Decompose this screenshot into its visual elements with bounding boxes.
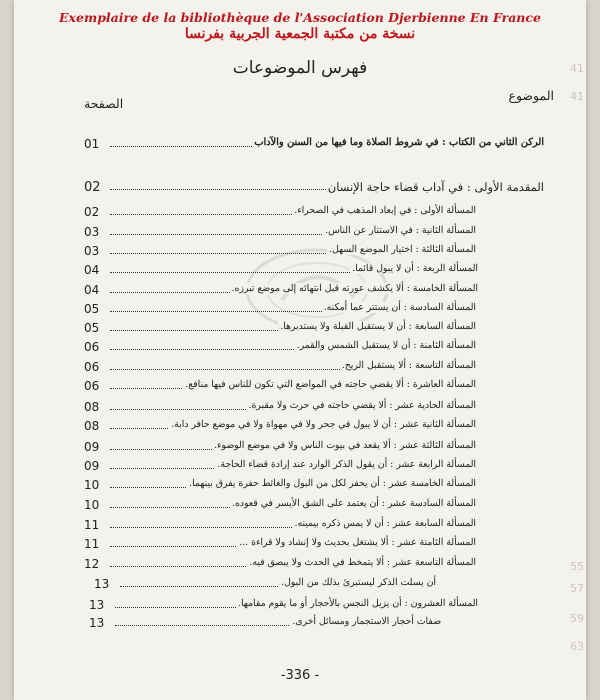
toc-entry-text: المسألة الخامسة عشر : أن يحفر لكل من البول والغائط حفرة يفرق بينهما. bbox=[189, 478, 476, 489]
toc-page-number: 13 bbox=[94, 577, 110, 591]
toc-page-number: 05 bbox=[84, 302, 100, 316]
toc-entry-text: المسألة السابعة : أن لا يستقبل القبلة ولا يستدبرها. bbox=[280, 321, 476, 332]
document-page bbox=[14, 0, 586, 700]
toc-entry bbox=[84, 321, 476, 337]
toc-page-number: 09 bbox=[84, 440, 100, 454]
toc-entry bbox=[84, 440, 476, 456]
toc-page-number: 04 bbox=[84, 263, 100, 277]
toc-page-number: 08 bbox=[84, 419, 100, 433]
toc-page-number: 08 bbox=[84, 400, 100, 414]
toc-entry bbox=[89, 616, 441, 632]
column-header-page: الصفحة bbox=[84, 96, 124, 111]
toc-entry bbox=[84, 419, 476, 435]
toc-intro-entry bbox=[84, 180, 544, 196]
toc-entry-text: صفات أحجار الاستجمار ومسائل أخرى. bbox=[292, 616, 441, 627]
bleed-through-number: 57 bbox=[570, 582, 584, 595]
page-number: -336 - bbox=[280, 668, 320, 683]
bleed-through-number: 59 bbox=[570, 612, 584, 625]
toc-page-number: 11 bbox=[84, 537, 100, 551]
toc-entry bbox=[84, 205, 476, 221]
toc-page-number: 06 bbox=[84, 360, 100, 374]
toc-entry-text: المسألة الثامنة : أن لا يستقبل الشمس والقمر. bbox=[296, 340, 476, 351]
bleed-through-number: 55 bbox=[570, 560, 584, 573]
toc-entry bbox=[84, 244, 476, 260]
toc-entry-text: المسألة الثانية عشر : أن لا يبول في جحر ولا في مهواة ولا في موضع حافر دابة. bbox=[171, 419, 476, 430]
page-title: فهرس الموضوعات bbox=[232, 58, 368, 78]
toc-page-number: 10 bbox=[84, 478, 100, 492]
toc-entry bbox=[84, 498, 476, 514]
toc-entry-text: المسألة السادسة : أن يستتر عما أمكنه. bbox=[323, 302, 476, 313]
bleed-through-number: 41 bbox=[570, 90, 584, 103]
toc-page-number: 09 bbox=[84, 459, 100, 473]
toc-entry-text: المسألة الثالثة عشر : ألا يقعد في بيوت الناس ولا في موضع الوضوء. bbox=[214, 440, 476, 451]
toc-page-number: 10 bbox=[84, 498, 100, 512]
toc-page-number: 11 bbox=[84, 518, 100, 532]
toc-entry-text: المسألة الثالثة : اختيار الموضع السهل. bbox=[328, 244, 476, 255]
toc-entry-text: المسألة الخامسة : ألا يكشف عورته قبل انتهائه إلى موضع تبرزه. bbox=[231, 283, 478, 294]
column-header-subject: الموضوع bbox=[508, 88, 554, 103]
toc-entry bbox=[84, 225, 476, 241]
toc-page-number: 01 bbox=[84, 137, 100, 151]
toc-page-number: 06 bbox=[84, 340, 100, 354]
toc-entry-text: المسألة السابعة عشر : أن لا يمس ذكره بيمينه. bbox=[294, 518, 476, 529]
toc-entry-text: المسألة السادسة عشر : أن يعتمد على الشق الأيسر في قعوده. bbox=[231, 498, 476, 509]
toc-page-number: 13 bbox=[89, 598, 105, 612]
toc-page-number: 03 bbox=[84, 225, 100, 239]
toc-entry-text: المسألة العشرون : أن يزيل النجس بالأحجار أو ما يقوم مقامها. bbox=[238, 598, 478, 609]
toc-entry-text: المسألة الثانية : في الاستتار عن الناس. bbox=[325, 225, 476, 236]
toc-entry-text: المسألة الثامنة عشر : ألا يشتغل بحديث ولا إنشاد ولا قراءة ... bbox=[239, 537, 476, 548]
toc-entry-text: المقدمة الأولى : في آداب قضاء حاجة الإنسان bbox=[327, 180, 544, 194]
toc-entry-text: أن يسلت الذكر ليستبرئ بذلك من البول. bbox=[281, 577, 436, 588]
toc-page-number: 06 bbox=[84, 379, 100, 393]
library-watermark bbox=[14, 10, 586, 42]
toc-entry-text: المسألة التاسعة : ألا يستقبل الريح. bbox=[341, 360, 476, 371]
toc-entry bbox=[89, 598, 478, 614]
toc-page-number: 12 bbox=[84, 557, 100, 571]
watermark-arabic: نسخة من مكتبة الجمعية الجربية بفرنسا bbox=[184, 26, 416, 42]
toc-entry-text: المسألة الرابعة عشر : أن يقول الذكر الوارد عند إرادة قضاء الحاجة. bbox=[217, 459, 476, 470]
toc-entry-text: المسألة الحادية عشر : ألا يقضي حاجته في حرث ولا مقبرة. bbox=[248, 400, 476, 411]
toc-entry bbox=[84, 537, 476, 553]
toc-entry-text: المسألة التاسعة عشر : ألا يتمخط في الحدث ولا يبصق فيه. bbox=[249, 557, 476, 568]
toc-entry bbox=[84, 263, 478, 279]
watermark-french: Exemplaire de la bibliothèque de l'Association Djerbienne En France bbox=[59, 10, 541, 25]
toc-entry bbox=[84, 478, 476, 494]
toc-entry-text: المسألة العاشرة : ألا يقضي حاجته في المواضع التي تكون للناس فيها منافع. bbox=[185, 379, 476, 390]
toc-page-number: 03 bbox=[84, 244, 100, 258]
toc-entry bbox=[84, 459, 476, 475]
toc-entry bbox=[84, 518, 476, 534]
toc-page-number: 02 bbox=[84, 180, 101, 195]
toc-page-number: 05 bbox=[84, 321, 100, 335]
toc-entry bbox=[84, 340, 476, 356]
toc-entry bbox=[84, 302, 476, 318]
toc-entry bbox=[84, 400, 476, 416]
toc-entry bbox=[84, 379, 476, 395]
bleed-through-number: 63 bbox=[570, 640, 584, 653]
toc-entry bbox=[84, 360, 476, 376]
toc-part-entry bbox=[84, 137, 544, 153]
bleed-through-number: 41 bbox=[570, 62, 584, 75]
toc-page-number: 02 bbox=[84, 205, 100, 219]
toc-entry bbox=[94, 577, 436, 593]
toc-entry-text: الركن الثاني من الكتاب : في شروط الصلاة وما فيها من السنن والآداب bbox=[254, 137, 544, 148]
toc-page-number: 13 bbox=[89, 616, 105, 630]
toc-entry bbox=[84, 557, 476, 573]
toc-entry bbox=[84, 283, 478, 299]
toc-page-number: 04 bbox=[84, 283, 100, 297]
toc-entry-text: المسألة الربعة : أن لا يبول قائما. bbox=[352, 263, 478, 274]
toc-entry-text: المسألة الأولى : في إبعاد المذهب في الصحراء. bbox=[294, 205, 476, 216]
